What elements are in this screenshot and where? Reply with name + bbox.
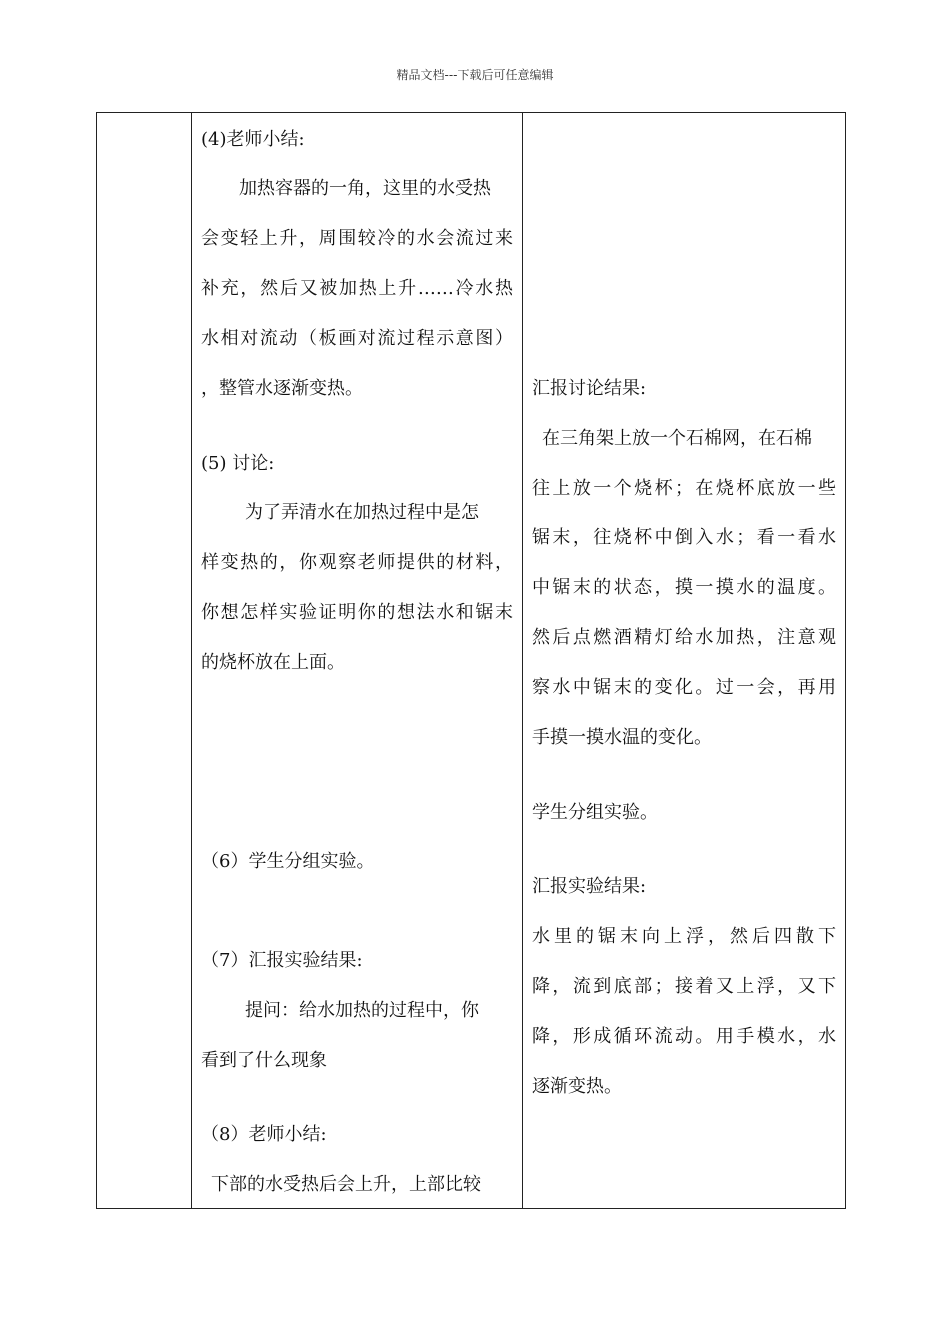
page-header: 精品文档---下载后可任意编辑 [396,68,554,82]
text-line: ，整管水逐渐变热。 [201,378,363,399]
column-divider-1 [191,113,192,1208]
text-line: 的烧杯放在上面。 [201,652,345,673]
section-heading: 汇报讨论结果: [532,378,647,399]
text-line: 会变轻上升，周围较冷的水会流过来 [201,228,513,249]
table-cell-student-activity [524,113,846,1208]
section-heading: （7）汇报实验结果: [201,950,363,971]
text-line: 样变热的，你观察老师提供的材料， [201,552,513,573]
column-divider-2 [522,113,523,1208]
text-line: 降，形成循环流动。用手模水，水 [532,1026,836,1047]
text-line: 水里的锯末向上浮，然后四散下 [532,926,836,947]
text-line: 你想怎样实验证明你的想法水和锯末 [201,602,513,623]
section-heading: (4)老师小结: [201,129,305,150]
text-line: 降，流到底部；接着又上浮，又下 [532,976,836,997]
text-line: 手摸一摸水温的变化。 [532,727,712,748]
text-line: 锯末，往烧杯中倒入水；看一看水 [532,527,836,548]
table-cell-left [97,113,191,1208]
text-line: 往上放一个烧杯；在烧杯底放一些 [532,478,836,499]
text-line: 提问：给水加热的过程中，你 [245,1000,479,1021]
section-heading: （6）学生分组实验。 [201,851,375,872]
text-line: 在三角架上放一个石棉网，在石棉 [542,428,812,449]
section-heading: (5) 讨论: [201,453,275,474]
text-line: 下部的水受热后会上升，上部比较 [211,1174,481,1195]
text-line: 察水中锯末的变化。过一会，再用 [532,677,836,698]
lesson-table [96,112,846,1209]
text-line: 为了弄清水在加热过程中是怎 [245,502,479,523]
text-line: 中锯末的状态，摸一摸水的温度。 [532,577,836,598]
section-heading: 学生分组实验。 [532,802,658,823]
text-line: 加热容器的一角，这里的水受热 [239,178,491,199]
text-line: 水相对流动（板画对流过程示意图） [201,328,513,349]
text-line: 看到了什么现象 [201,1050,327,1071]
section-heading: （8）老师小结: [201,1124,327,1145]
text-line: 然后点燃酒精灯给水加热，注意观 [532,627,836,648]
section-heading: 汇报实验结果: [532,876,647,897]
table-cell-teacher-activity [193,113,521,1208]
text-line: 补充，然后又被加热上升……冷水热 [201,278,513,299]
text-line: 逐渐变热。 [532,1076,622,1097]
